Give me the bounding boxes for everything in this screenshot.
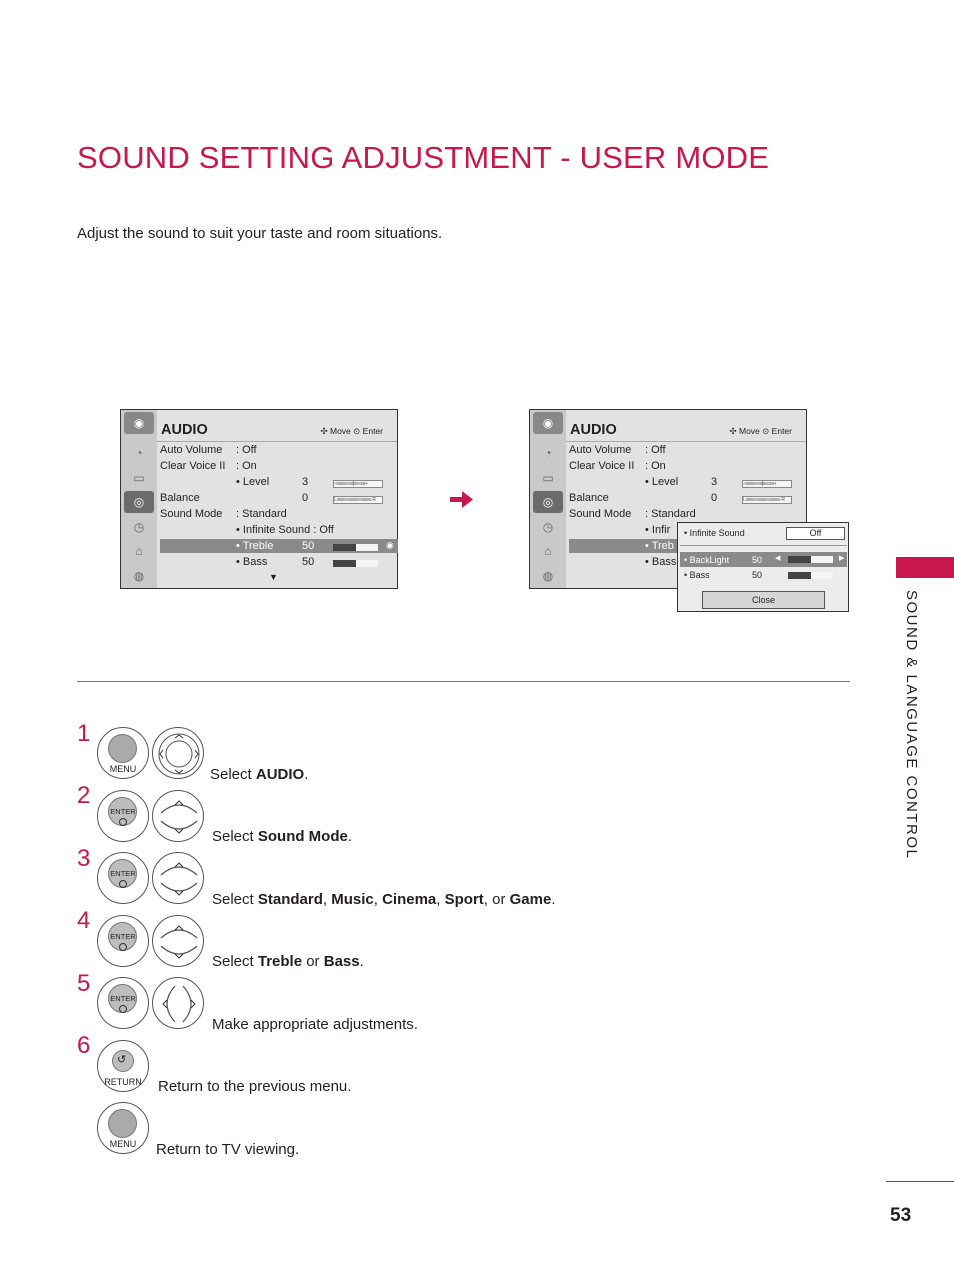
nav-all-icon (153, 728, 205, 780)
navigation-pad[interactable] (152, 852, 204, 904)
option-icon: ◍ (133, 569, 145, 583)
menu-button-label: MENU (109, 1139, 137, 1149)
nav-up-down-icon (153, 853, 205, 905)
osd-menu-name: AUDIO (161, 422, 208, 438)
next-arrow-icon (450, 491, 474, 509)
nav-left-right-icon (153, 978, 205, 1030)
scroll-down-icon: ▼ (269, 572, 278, 582)
page-rule (886, 1181, 954, 1182)
speaker-icon: ◉ (124, 412, 154, 434)
osd-menu-name: AUDIO (570, 422, 617, 438)
enter-icon: ⊙ (762, 426, 770, 436)
balance-meter: Lıııııııııııııııııııııııııııııııı R (333, 496, 383, 504)
step-1-text: Select AUDIO. (210, 766, 309, 783)
picture-icon: ▭ (133, 471, 145, 485)
speaker-icon: ◉ (533, 412, 563, 434)
step-number: 2 (77, 782, 91, 809)
enter-dot-icon (119, 943, 127, 951)
enter-icon: ⊙ (353, 426, 361, 436)
enter-button[interactable] (97, 790, 149, 842)
bass-bar (333, 560, 378, 567)
time-icon: ◷ (133, 520, 145, 534)
page-number: 53 (890, 1205, 912, 1226)
step-2-text: Select Sound Mode. (212, 828, 353, 845)
popup-bass-bar (788, 572, 833, 579)
step-4-text: Select Treble or Bass. (212, 953, 364, 970)
button-cap (108, 734, 137, 763)
nav-up-down-icon (153, 916, 205, 968)
return-button-label: RETURN (104, 1077, 142, 1087)
enter-dot-icon (119, 880, 127, 888)
audio-menu-screen-popup: ◉ ◔ ▭ ◎ ◷ ⌂ ◍ AUDIO ✣ Move ⊙ Enter Auto Volume : Off Clear Voice II : On • Level 3 -ıııııııııııııııı|ıııııııııı+ Balance 0 Lıııııııııııııııııııııııııııııııı R Sound Mode : Standard • Infir • Treb • Bass (529, 409, 807, 589)
enter-button[interactable] (97, 977, 149, 1029)
enter-dot-icon (119, 1005, 127, 1013)
step-6-text: Return to the previous menu. (158, 1078, 352, 1095)
infinite-sound-popup (677, 522, 849, 612)
section-tab (896, 557, 954, 578)
enter-button-label: ENTER (110, 807, 136, 816)
audio-icon: ◎ (533, 491, 563, 513)
step-number: 4 (77, 907, 91, 934)
enter-button-label: ENTER (110, 994, 136, 1003)
step-number: 6 (77, 1032, 91, 1059)
osd-header (157, 410, 397, 442)
popup-bass-label: • Bass (684, 570, 710, 580)
return-icon: ↺ (117, 1054, 127, 1066)
osd-hint: ✣ Move ⊙ Enter (729, 426, 792, 436)
step-number: 3 (77, 845, 91, 872)
step-7-text: Return to TV viewing. (156, 1141, 300, 1158)
close-button[interactable]: Close (702, 591, 825, 609)
popup-bass-value: 50 (752, 570, 763, 580)
navigation-pad[interactable] (152, 790, 204, 842)
section-label: SOUND & LANGUAGE CONTROL (903, 590, 920, 860)
level-meter: -ıııııııııııııııı|ıııııııııı+ (333, 480, 383, 488)
page-title: SOUND SETTING ADJUSTMENT - USER MODE (77, 140, 770, 175)
popup-backlight-value: 50 (752, 555, 763, 565)
intro-text: Adjust the sound to suit your taste and room situations. (77, 225, 443, 242)
level-meter: -ıııııııııııııııı|ıııııııııı+ (742, 480, 792, 488)
step-5-text: Make appropriate adjustments. (212, 1016, 418, 1033)
popup-infinite-value[interactable]: Off (786, 527, 845, 540)
option-icon: ◍ (542, 569, 554, 583)
menu-button-label: MENU (109, 764, 137, 774)
enter-button[interactable] (97, 852, 149, 904)
picture-icon: ▭ (542, 471, 554, 485)
separator (77, 681, 850, 682)
enter-icon: ◉ (386, 540, 394, 550)
enter-button-label: ENTER (110, 869, 136, 878)
right-arrow-icon: ▶ (839, 555, 845, 562)
navigation-pad[interactable] (152, 915, 204, 967)
enter-dot-icon (119, 818, 127, 826)
audio-menu-screen: ◉ ◔ ▭ ◎ ◷ ⌂ ◍ AUDIO ✣ Move ⊙ Enter Auto Volume : Off Clear Voice II : On • Level 3 -ıııııııııııııııı|ıııııııııı+ Balance 0 Lıııııııııııııııııııııııııııııııı R Sound Mode : Standard • Infinite Sound : Off • Treble 50 ◉ • Bass 50 ▼ (120, 409, 398, 589)
backlight-bar (788, 556, 833, 563)
enter-button-label: ENTER (110, 932, 136, 941)
popup-backlight-label[interactable]: • BackLight (684, 555, 730, 565)
step-number: 5 (77, 970, 91, 997)
osd-header (566, 410, 806, 442)
enter-button[interactable] (97, 915, 149, 967)
time-icon: ◷ (542, 520, 554, 534)
popup-infinite-label: • Infinite Sound (684, 528, 745, 538)
nav-up-down-icon (153, 791, 205, 843)
channel-icon: ◔ (544, 446, 552, 460)
menu-button[interactable] (97, 727, 149, 779)
move-icon: ✣ (729, 426, 737, 436)
menu-button[interactable] (97, 1102, 149, 1154)
step-number: 1 (77, 720, 91, 747)
navigation-pad[interactable] (152, 977, 204, 1029)
step-3-text: Select Standard, Music, Cinema, Sport, or Game. (212, 891, 556, 908)
lock-icon: ⌂ (544, 544, 552, 558)
button-cap (108, 1109, 137, 1138)
menu-icon-column (530, 410, 566, 588)
menu-icon-column (121, 410, 157, 588)
return-button[interactable] (97, 1040, 149, 1092)
left-arrow-icon: ◀ (775, 555, 781, 562)
balance-meter: Lıııııııııııııııııııııııııııııııı R (742, 496, 792, 504)
channel-icon: ◔ (135, 446, 143, 460)
osd-hint: ✣ Move ⊙ Enter (320, 426, 383, 436)
audio-icon: ◎ (124, 491, 154, 513)
move-icon: ✣ (320, 426, 328, 436)
treble-bar (333, 544, 378, 551)
lock-icon: ⌂ (135, 544, 143, 558)
popup-divider (680, 545, 847, 546)
navigation-pad[interactable] (152, 727, 204, 779)
